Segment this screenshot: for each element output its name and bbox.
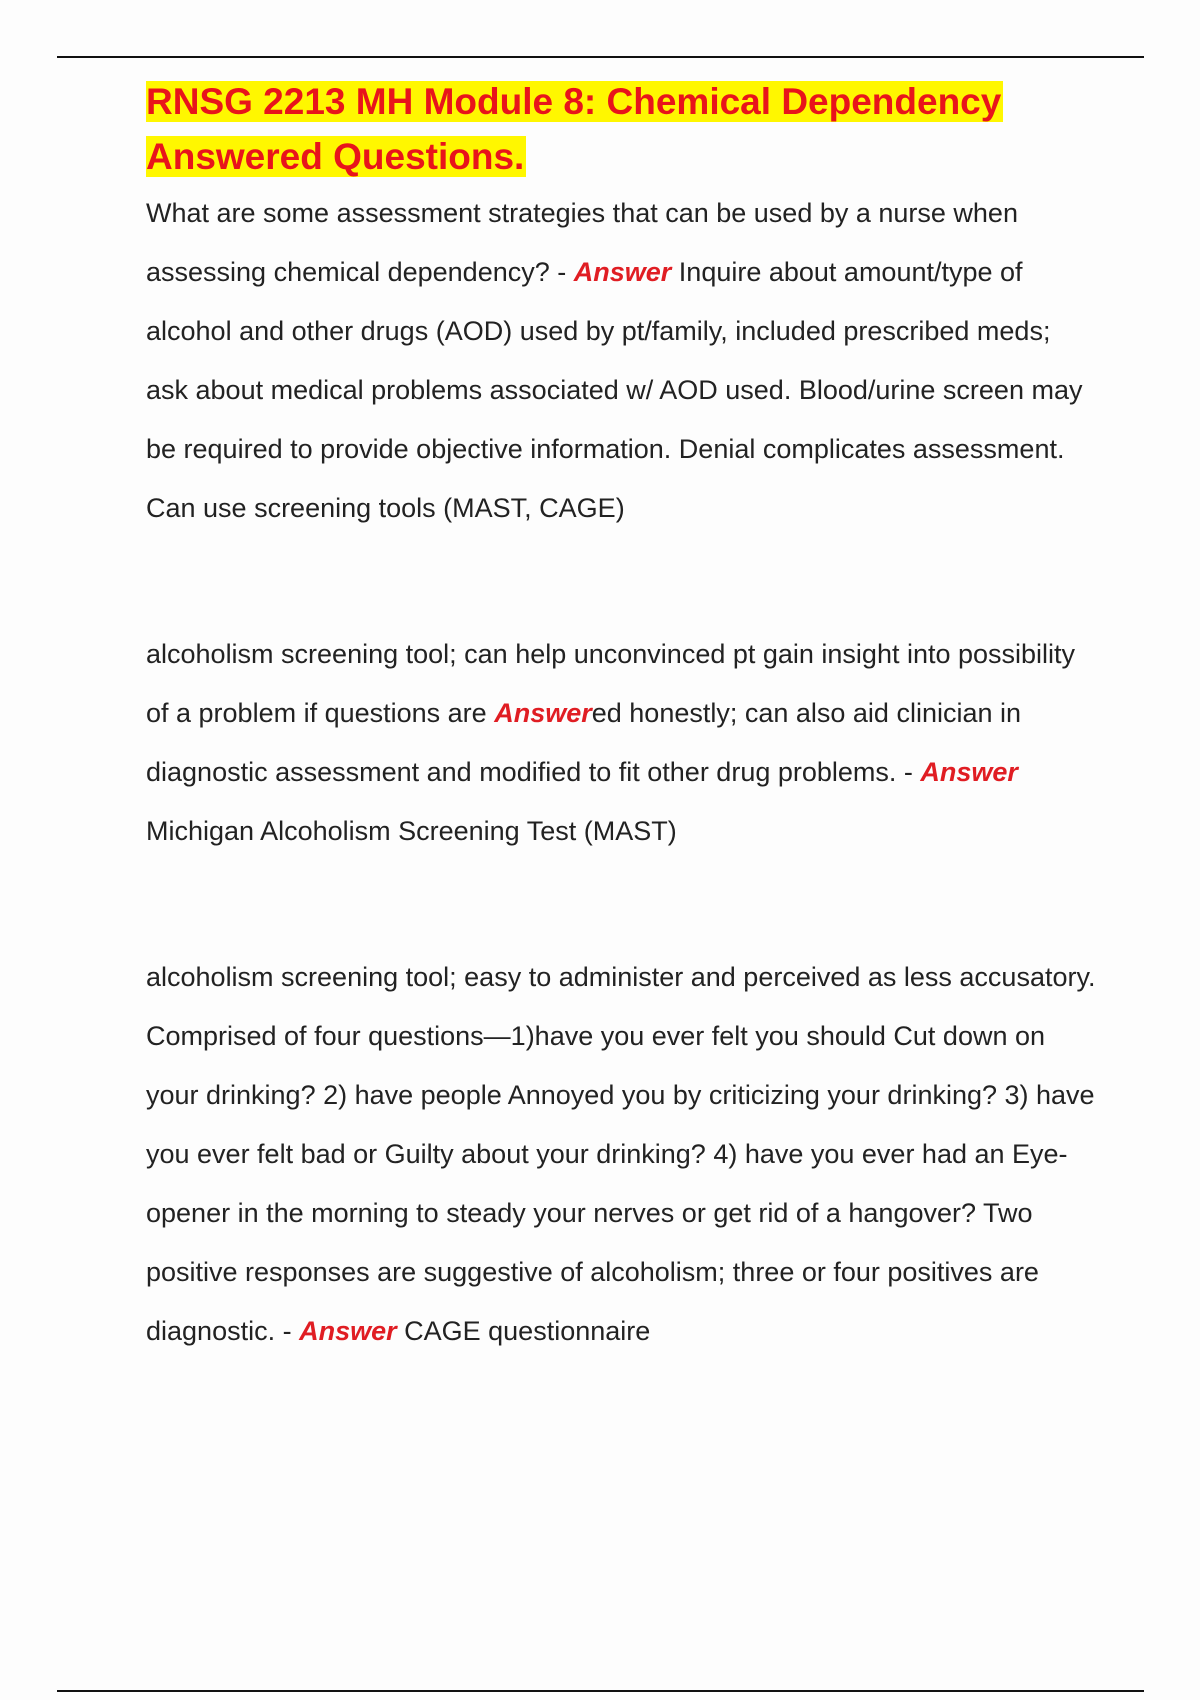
question-text-continued: ed honestly; can also aid clinician in diagnostic assessment and modified to fit other drug problems. - bbox=[146, 698, 1022, 787]
question-text: What are some assessment strategies that can be used by a nurse when assessing chemical dependency? - bbox=[146, 198, 1018, 287]
header-rule bbox=[57, 56, 1144, 58]
title-line-1: RNSG 2213 MH Module 8: Chemical Dependency bbox=[146, 81, 1002, 122]
answer-label: Answer bbox=[573, 257, 672, 287]
qa-item-3 bbox=[146, 948, 1096, 1361]
answer-label: Answer bbox=[299, 1316, 397, 1346]
question-text: alcoholism screening tool; easy to administer and perceived as less accusatory. Comprised of four questions—1)have you ever felt you should Cut down on your drinking? 2) have people Annoyed you by criticizing your drinking? 3) have you ever felt bad or Guilty about your drinking? 4) have you ever had an Eye-opener in the morning to steady your nerves or get rid of a hangover? Two positive responses are suggestive of alcoholism; three or four positives are diagnostic. - bbox=[146, 962, 1096, 1346]
answer-label: Answer bbox=[494, 698, 592, 728]
answer-text: CAGE questionnaire bbox=[396, 1316, 651, 1346]
document-title bbox=[146, 74, 1096, 184]
document-body bbox=[146, 74, 1096, 1361]
footer-rule bbox=[57, 1690, 1144, 1692]
answer-label: Answer bbox=[920, 757, 1018, 787]
answer-text: Michigan Alcoholism Screening Test (MAST) bbox=[146, 816, 677, 846]
answer-text: Inquire about amount/type of alcohol and other drugs (AOD) used by pt/family, included prescribed meds; ask about medical problems associated w/ AOD used. Blood/urine screen may be required to provide objective information. Denial complicates assessment. Can use screening tools (MAST, CAGE) bbox=[146, 257, 1083, 523]
qa-item-2 bbox=[146, 625, 1096, 861]
title-line-2: Answered Questions. bbox=[146, 136, 525, 177]
qa-item-1 bbox=[146, 184, 1096, 538]
question-text: alcoholism screening tool; can help unconvinced pt gain insight into possibility of a problem if questions are bbox=[146, 639, 1076, 728]
